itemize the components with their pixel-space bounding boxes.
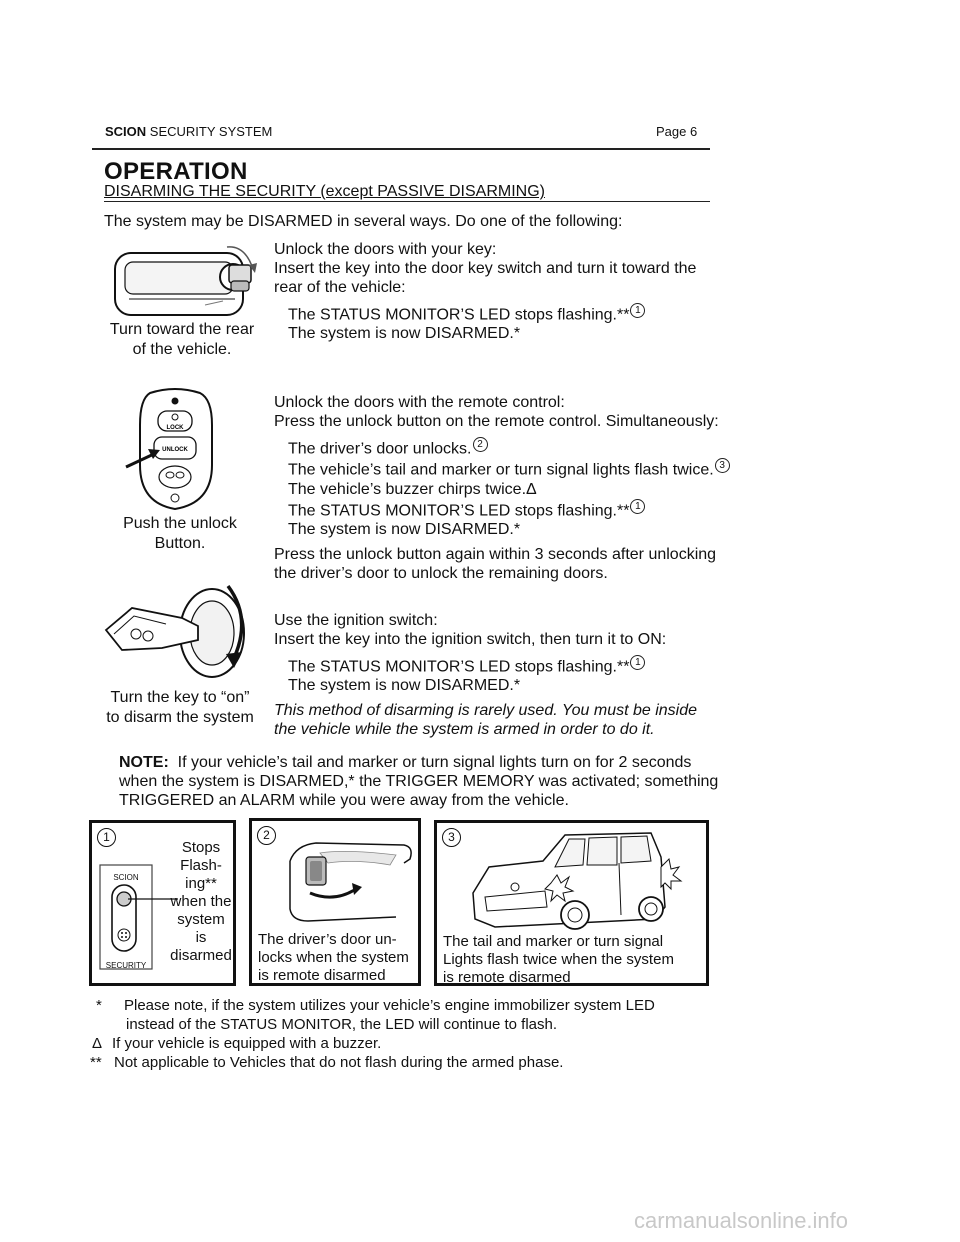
- ref-marker: 3: [715, 458, 730, 473]
- caption-ignition: Turn the key to “on” to disarm the system: [106, 689, 254, 726]
- method-remote: Unlock the doors with the remote control: Press the unlock button on the remote control. Simultaneously: The driver’s door unlocks. 2 The vehicle’s tail and marker or turn signal lights flash twice. 3 The vehicle’s buzzer chirps twice.Δ The STATUS MONITOR’S LED stops flashing.** 1 The system is now DISARMED.* Press the unlock button again within 3 seconds after unlocking the driver’s door to unlock the remaining doors.: [274, 393, 734, 583]
- remote-control-illustration: [120, 385, 230, 515]
- footnote: ** Not applicable to Vehicles that do not flash during the armed phase.: [90, 1054, 564, 1071]
- section-subtitle: DISARMING THE SECURITY (except PASSIVE DISARMING): [104, 183, 545, 200]
- result-line: The system is now DISARMED.*: [288, 520, 521, 538]
- box-number: 1: [97, 828, 116, 847]
- running-header: [105, 124, 272, 139]
- header-rule: [92, 148, 710, 150]
- box-caption-3: The tail and marker or turn signal Lights flash twice when the system is remote disarmed: [443, 933, 674, 986]
- ref-marker: 1: [630, 303, 645, 318]
- method-door-key: Unlock the doors with your key: Insert the key into the door key switch and turn it toward the rear of the vehicle: The STATUS MONITOR’S LED stops flashing.** 1 The system is now DISARMED.*: [274, 240, 714, 343]
- watermark: carmanualsonline.info: [634, 1208, 849, 1233]
- result-line: The STATUS MONITOR’S LED stops flashing.** 1: [274, 499, 734, 520]
- header-system: SECURITY SYSTEM: [149, 124, 273, 139]
- page-title: OPERATION: [104, 158, 248, 185]
- result-line: The vehicle’s tail and marker or turn signal lights flash twice. 3: [274, 458, 734, 479]
- ref-marker: 1: [630, 655, 645, 670]
- result-line: The STATUS MONITOR’S LED stops flashing.** 1: [274, 303, 714, 324]
- caption-remote: Push the unlock Button.: [123, 515, 237, 552]
- result-line: The driver’s door unlocks. 2: [274, 437, 734, 458]
- figure-box-vehicle-lights: [434, 820, 709, 986]
- ref-marker: 1: [630, 499, 645, 514]
- result-line: The system is now DISARMED.*: [288, 677, 521, 695]
- subtitle-rule: [104, 201, 710, 202]
- method-ignition: Use the ignition switch: Insert the key into the ignition switch, then turn it to ON: The STATUS MONITOR’S LED stops flashing.** 1 The system is now DISARMED.* This method of disarming is rarely used. You must be inside the vehicle while the system is armed in order to do it.: [274, 611, 724, 739]
- result-line: The system is now DISARMED.*: [288, 325, 521, 343]
- footnote: * Please note, if the system utilizes your vehicle’s engine immobilizer system LED: [96, 997, 655, 1014]
- header-brand: SCION: [105, 124, 147, 139]
- vehicle-illustration: [465, 827, 685, 937]
- intro-text: The system may be DISARMED in several ways. Do one of the following:: [104, 213, 623, 230]
- footnotes: * Please note, if the system utilizes your vehicle’s engine immobilizer system LED instead of the STATUS MONITOR, the LED will continue to flash. Δ If your vehicle is equipped with a buzzer. ** Not applicable to Vehicles that do not flash during the armed phase.: [90, 996, 730, 1072]
- figure-box-door-lock: [249, 818, 421, 986]
- result-line: The vehicle’s buzzer chirps twice.Δ: [288, 480, 537, 498]
- footnote: Δ If your vehicle is equipped with a buzzer.: [92, 1035, 382, 1052]
- figure-box-status-monitor: [89, 820, 236, 986]
- monitor-top-label: SCION: [113, 873, 139, 882]
- lock-button-label: LOCK: [166, 425, 184, 431]
- note-block: NOTE: If your vehicle’s tail and marker or turn signal lights turn on for 2 seconds when the system is DISARMED,* the TRIGGER MEMORY was activated; something TRIGGERED an ALARM while you were away from the vehicle.: [119, 754, 719, 809]
- caption-door-key: Turn toward the rear of the vehicle.: [109, 321, 255, 358]
- unlock-button-label: UNLOCK: [162, 447, 188, 453]
- box-caption-1: Stops Flash- ing** when the system is disarmed: [170, 839, 232, 964]
- door-handle-illustration: [105, 225, 265, 325]
- result-line: The STATUS MONITOR’S LED stops flashing.** 1: [274, 655, 724, 676]
- ref-marker: 2: [473, 437, 488, 452]
- box-number: 3: [442, 828, 461, 847]
- door-lock-illustration: [276, 831, 416, 926]
- ignition-key-illustration: [102, 578, 252, 688]
- box-caption-2: The driver’s door un- locks when the system is remote disarmed: [258, 931, 409, 984]
- monitor-bottom-label: SECURITY: [105, 961, 147, 970]
- page-number: Page 6: [656, 124, 698, 139]
- box-number: 2: [257, 826, 276, 845]
- note-label: NOTE:: [119, 754, 169, 771]
